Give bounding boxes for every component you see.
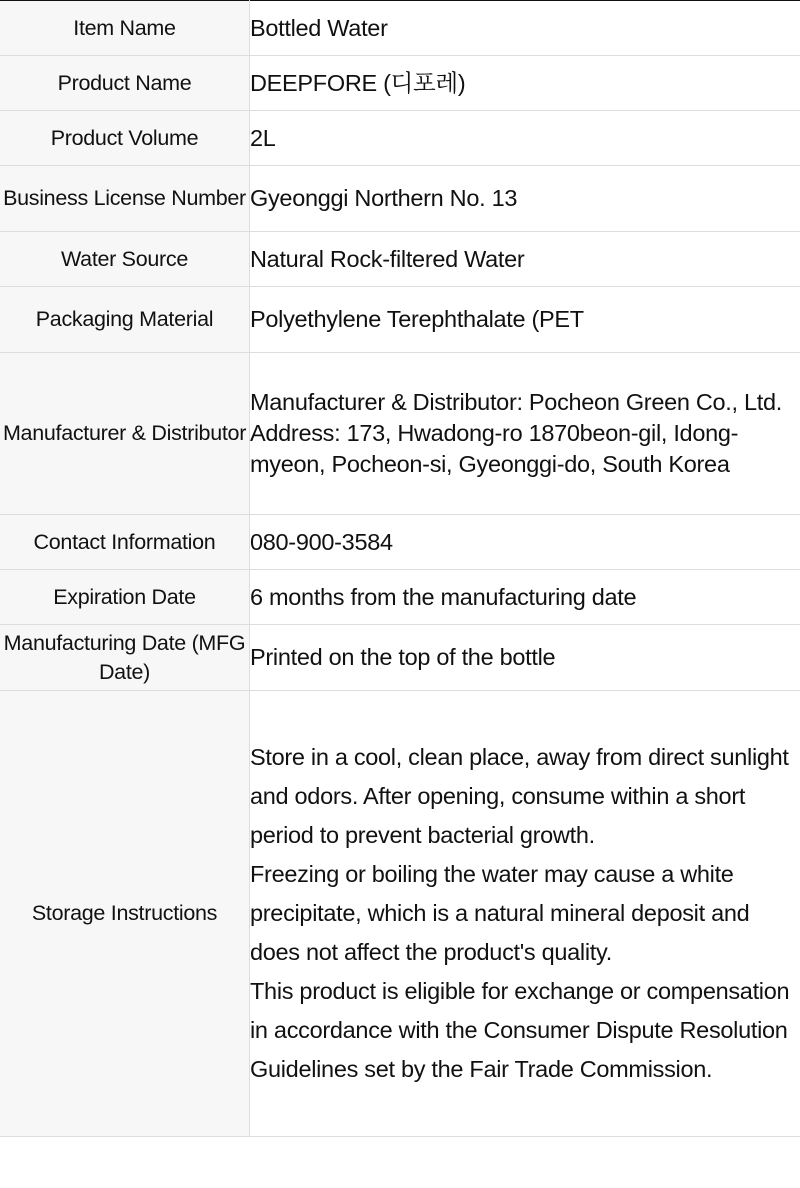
- value-line: 080-900-3584: [250, 528, 393, 555]
- table-row-product-name: [0, 56, 800, 111]
- row-value: [250, 353, 800, 515]
- row-label: Packaging Material: [0, 287, 250, 353]
- row-label: Item Name: [0, 1, 250, 56]
- row-value: [250, 166, 800, 232]
- row-label: Water Source: [0, 232, 250, 287]
- table-row-item-name: [0, 1, 800, 56]
- row-label: Product Volume: [0, 111, 250, 166]
- value-line: Natural Rock-filtered Water: [250, 245, 525, 272]
- row-value: [250, 691, 800, 1137]
- table-row-expiration: [0, 570, 800, 625]
- value-line: Manufacturer & Distributor: Pocheon Green Co., Ltd.: [250, 389, 782, 415]
- value-line: This product is eligible for exchange or compensation in accordance with the Consumer Dispute Resolution Guidelines set by the Fair Trade Commission.: [250, 978, 790, 1082]
- value-line: Bottled Water: [250, 14, 388, 41]
- row-value: [250, 625, 800, 691]
- value-line: Polyethylene Terephthalate (PET: [250, 306, 584, 332]
- row-label: Contact Information: [0, 515, 250, 570]
- table-row-packaging-material: [0, 287, 800, 353]
- row-value: [250, 287, 800, 353]
- row-label: Storage Instructions: [0, 691, 250, 1137]
- value-line: DEEPFORE (디포레): [250, 69, 466, 96]
- table-row-mfg-date: [0, 625, 800, 691]
- row-value: [250, 570, 800, 625]
- value-line: Freezing or boiling the water may cause a white precipitate, which is a natural mineral deposit and does not affect the product's quality.: [250, 861, 750, 965]
- value-line: 2L: [250, 124, 276, 151]
- table-row-water-source: [0, 232, 800, 287]
- value-line: Address: 173, Hwadong-ro 1870beon-gil, Idong-myeon, Pocheon-si, Gyeonggi-do, South Korea: [250, 420, 739, 477]
- row-label: Manufacturer & Distributor: [0, 353, 250, 515]
- value-line: Store in a cool, clean place, away from direct sunlight and odors. After opening, consume within a short period to prevent bacterial growth.: [250, 744, 789, 848]
- value-line: Printed on the top of the bottle: [250, 644, 556, 670]
- row-value: [250, 515, 800, 570]
- value-line: Gyeonggi Northern No. 13: [250, 185, 518, 211]
- table-row-contact: [0, 515, 800, 570]
- table-row-manufacturer: [0, 353, 800, 515]
- table-row-product-volume: [0, 111, 800, 166]
- row-value: [250, 232, 800, 287]
- row-label: Expiration Date: [0, 570, 250, 625]
- row-label: Business License Number: [0, 166, 250, 232]
- table-row-storage: [0, 691, 800, 1137]
- row-value: [250, 56, 800, 111]
- row-value: [250, 1, 800, 56]
- row-label: Manufacturing Date (MFG Date): [0, 625, 250, 691]
- value-line: 6 months from the manufacturing date: [250, 583, 637, 610]
- table-row-business-license: [0, 166, 800, 232]
- row-label: Product Name: [0, 56, 250, 111]
- row-value: [250, 111, 800, 166]
